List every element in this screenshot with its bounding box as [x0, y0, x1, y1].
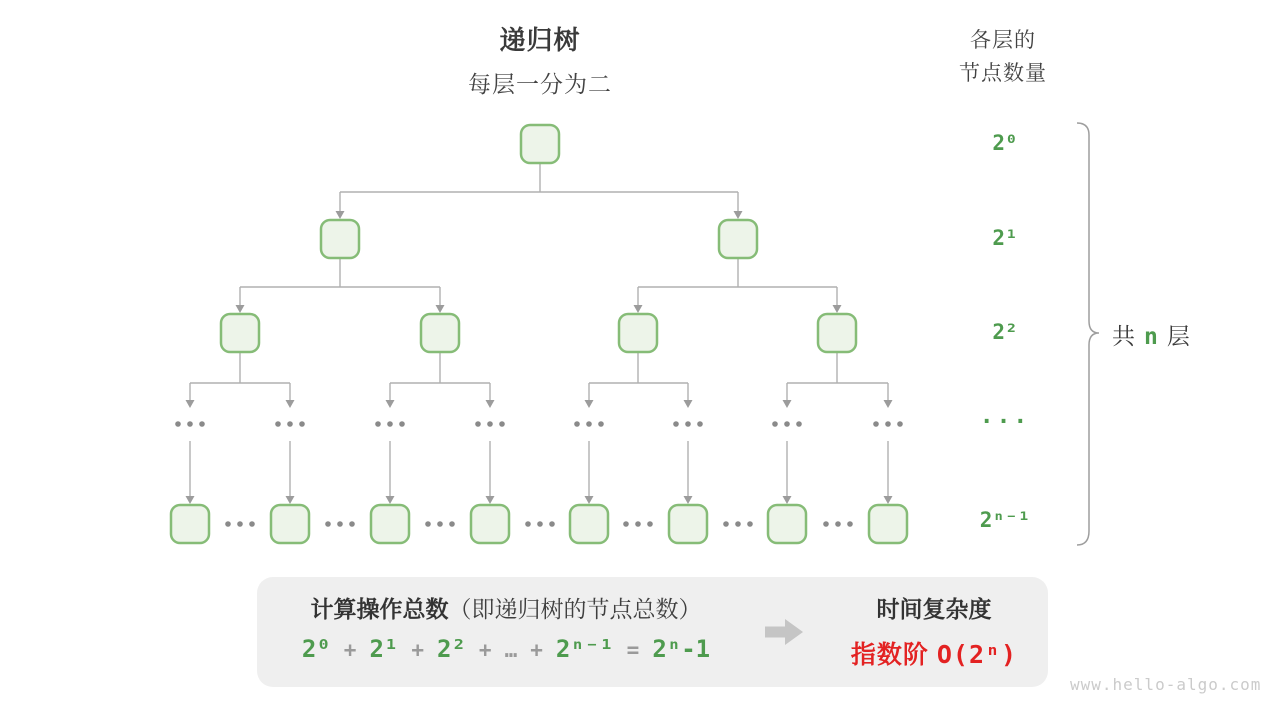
tree-node — [371, 505, 409, 543]
diagram-title: 递归树 — [499, 25, 581, 55]
levels-column-header — [923, 24, 1083, 90]
operation-count-block — [271, 591, 741, 663]
implies-arrow-icon — [765, 618, 805, 646]
tree-edges — [190, 163, 888, 496]
levels-column-header-line1: 各层的 — [970, 29, 1036, 52]
operation-count-title — [271, 591, 741, 624]
plus-operator: + — [411, 638, 424, 662]
tree-node — [768, 505, 806, 543]
level-count-2-pow-1: 2¹ — [992, 226, 1018, 250]
tree-node — [570, 505, 608, 543]
operation-count-title-note: （即递归树的节点总数） — [448, 596, 702, 622]
tree-node — [818, 314, 856, 352]
level-count-2-pow-2: 2² — [992, 320, 1018, 344]
level-count-2-pow-0: 2⁰ — [992, 131, 1018, 155]
tree-ellipsis-row — [175, 421, 903, 427]
summary-box — [257, 577, 1048, 687]
formula-term: 2ⁿ⁻¹ — [555, 635, 614, 663]
tree-node — [171, 505, 209, 543]
ellipsis-term: … — [504, 638, 518, 662]
formula-term: 2¹ — [369, 635, 399, 663]
recursion-tree-diagram — [140, 100, 980, 560]
tree-node — [619, 314, 657, 352]
tree-node — [669, 505, 707, 543]
bottom-row-ellipsis-dots — [225, 521, 853, 527]
tree-node — [271, 505, 309, 543]
node-total-formula — [271, 635, 741, 663]
formula-result: 2ⁿ-1 — [652, 635, 711, 663]
tree-node — [521, 125, 559, 163]
big-o-notation: O(2ⁿ) — [936, 640, 1018, 669]
operation-count-title-bold: 计算操作总数 — [310, 596, 449, 622]
formula-term: 2² — [437, 635, 466, 663]
diagram-subtitle: 每层一分为二 — [468, 71, 612, 97]
levels-brace — [1070, 121, 1106, 547]
time-complexity-title: 时间复杂度 — [876, 596, 992, 622]
tree-node — [221, 314, 259, 352]
plus-operator: + — [530, 638, 543, 662]
level-count-2-pow-n-1: 2ⁿ⁻¹ — [979, 508, 1031, 532]
total-levels-label — [1112, 318, 1191, 351]
equals-operator: = — [626, 638, 640, 662]
tree-node — [869, 505, 907, 543]
levels-column-header-line2: 节点数量 — [959, 62, 1047, 85]
plus-operator: + — [343, 638, 357, 662]
time-complexity-block — [824, 591, 1044, 671]
total-levels-suffix: 层 — [1166, 323, 1191, 349]
time-complexity-value — [824, 635, 1044, 671]
total-levels-n: n — [1144, 324, 1159, 350]
tree-node — [421, 314, 459, 352]
tree-node — [471, 505, 509, 543]
complexity-order-label: 指数阶 — [850, 641, 929, 669]
diagram-header — [340, 20, 740, 99]
total-levels-prefix: 共 — [1112, 323, 1136, 349]
watermark: www.hello-algo.com — [1070, 675, 1262, 694]
plus-operator: + — [478, 638, 492, 662]
formula-term: 2⁰ — [301, 635, 331, 663]
level-count-ellipsis: ··· — [979, 409, 1031, 435]
tree-node — [321, 220, 359, 258]
tree-node — [719, 220, 757, 258]
tree-nodes — [171, 125, 907, 543]
